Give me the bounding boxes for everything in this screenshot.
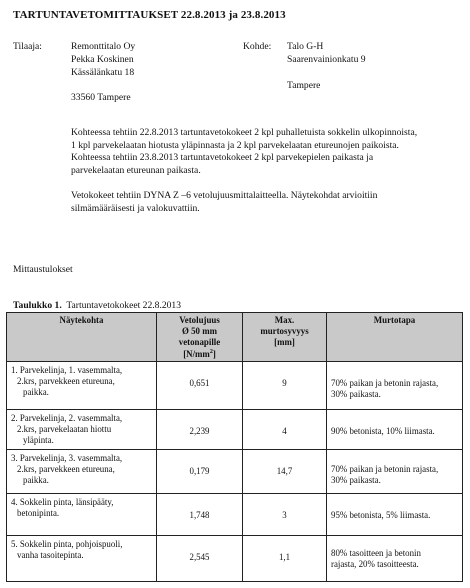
location-line: paikka. [23, 475, 49, 486]
cell-strength [157, 536, 243, 582]
header-strength-unit [157, 349, 242, 360]
client-label: Tilaaja: [13, 41, 42, 52]
cell-strength [157, 410, 243, 450]
table-row [7, 410, 463, 450]
method-paragraph [71, 190, 451, 215]
section-heading: Mittaustulokset [13, 264, 73, 275]
location-line: 4. Sokkelin pinta, länsipääty, [11, 497, 114, 507]
cell-depth [243, 450, 327, 494]
site-label: Kohde: [243, 41, 272, 52]
cell-failure [327, 362, 463, 410]
cell-strength [157, 450, 243, 494]
table-row [7, 536, 463, 582]
location-line: vanha tasoitepinta. [17, 550, 84, 561]
failure-line: 95% betonista, 5% liimasta. [331, 510, 431, 520]
table-header-row [7, 313, 463, 362]
site-name: Talo G-H [287, 41, 324, 52]
cell-strength [157, 494, 243, 536]
failure-line: 30% paikasta. [331, 389, 381, 400]
cell-failure [327, 450, 463, 494]
failure-line: rajasta, 20% tasoitteesta. [331, 559, 419, 570]
site-city: Tampere [287, 80, 321, 91]
table-row [7, 494, 463, 536]
header-strength-line: Vetolujuus [179, 315, 220, 325]
cell-failure [327, 536, 463, 582]
strength-value: 0,179 [189, 466, 210, 476]
location-line: paikka. [23, 387, 49, 398]
client-street: Kässälänkatu 18 [71, 67, 135, 78]
site-street: Saarenvainionkatu 9 [287, 54, 366, 65]
cell-depth [243, 536, 327, 582]
table-caption [13, 300, 181, 311]
strength-value: 2,239 [189, 426, 210, 436]
document-title: TARTUNTAVETOMITTAUKSET 22.8.2013 ja 23.8.2013 [13, 9, 286, 21]
header-strength [157, 313, 243, 362]
header-depth-line: Max. [274, 315, 295, 325]
header-depth-line: murtosyvyys [260, 326, 309, 337]
header-strength-line: vetonapille [178, 337, 221, 348]
results-table [6, 312, 463, 582]
failure-line: 90% betonista, 10% liimasta. [331, 426, 435, 436]
cell-location [7, 494, 157, 536]
header-depth [243, 313, 327, 362]
table-row [7, 450, 463, 494]
location-line: yläpinta. [23, 435, 54, 446]
location-line: 2. Parvekelinja, 2. vasemmalta, [11, 413, 123, 423]
client-name: Remonttitalo Oy [71, 41, 136, 52]
cell-location [7, 536, 157, 582]
cell-strength [157, 362, 243, 410]
depth-value: 1,1 [278, 552, 291, 562]
strength-value: 0,651 [189, 378, 210, 388]
cell-failure [327, 410, 463, 450]
intro-line: Kohteessa tehtiin 23.8.2013 tartuntavetokokeet 2 kpl parvekepielen paikasta ja [71, 152, 374, 164]
location-line: 2.krs, parvekelaatan hiottu [17, 424, 112, 435]
cell-depth [243, 362, 327, 410]
strength-value: 2,545 [189, 552, 210, 562]
unit-exponent: 2 [209, 348, 213, 355]
cell-depth [243, 494, 327, 536]
location-line: 2.krs, parvekkeen etureuna, [17, 376, 115, 387]
method-line: Vetokokeet tehtiin DYNA Z –6 vetolujuusmittalaitteella. Näytekohdat arvioitiin [71, 190, 378, 201]
location-line: 2.krs, parvekkeen etureuna, [17, 464, 115, 475]
failure-line: 80% tasoitteen ja betonin [331, 548, 421, 558]
header-depth-line: [mm] [274, 337, 295, 348]
failure-line: 30% paikasta. [331, 475, 381, 486]
table-row [7, 362, 463, 410]
method-line: silmämääräisesti ja valokuvattiin. [71, 202, 200, 214]
depth-value: 4 [282, 426, 287, 436]
header-location: Näytekohta [7, 313, 157, 362]
cell-location [7, 362, 157, 410]
cell-depth [243, 410, 327, 450]
intro-line: 1 kpl parvekelaatan hiotusta yläpinnasta ja 2 kpl parvekelaatan etureunojen paikoista. [71, 139, 399, 151]
failure-line: 70% paikan ja betonin rajasta, [331, 464, 439, 474]
depth-value: 3 [282, 510, 287, 520]
header-strength-line: Ø 50 mm [181, 326, 217, 337]
cell-location [7, 450, 157, 494]
intro-paragraph [71, 127, 451, 177]
strength-value: 1,748 [189, 510, 210, 520]
table-caption-number: Taulukko 1. [13, 300, 62, 311]
location-line: 3. Parvekelinja, 3. vasemmalta, [11, 453, 123, 463]
depth-value: 9 [282, 378, 287, 388]
location-line: 5. Sokkelin pinta, pohjoispuoli, [11, 539, 123, 549]
cell-failure [327, 494, 463, 536]
unit-base: [N/mm [183, 348, 210, 359]
intro-line: Kohteessa tehtiin 22.8.2013 tartuntavetokokeet 2 kpl puhalletuista sokkelin ulkopinnoista, [71, 127, 418, 138]
location-line: 1. Parvekelinja, 1. vasemmalta, [11, 365, 123, 375]
header-failure: Murtotapa [327, 313, 463, 362]
failure-line: 70% paikan ja betonin rajasta, [331, 378, 439, 388]
cell-location [7, 410, 157, 450]
client-contact: Pekka Koskinen [71, 54, 134, 65]
intro-line: parvekelaatan etureunan paikasta. [71, 164, 201, 176]
client-postal: 33560 Tampere [71, 92, 131, 103]
unit-close: ] [212, 348, 216, 359]
depth-value: 14,7 [276, 466, 293, 476]
table-caption-text: Tartuntavetokokeet 22.8.2013 [61, 300, 182, 311]
location-line: betonipinta. [17, 508, 60, 519]
